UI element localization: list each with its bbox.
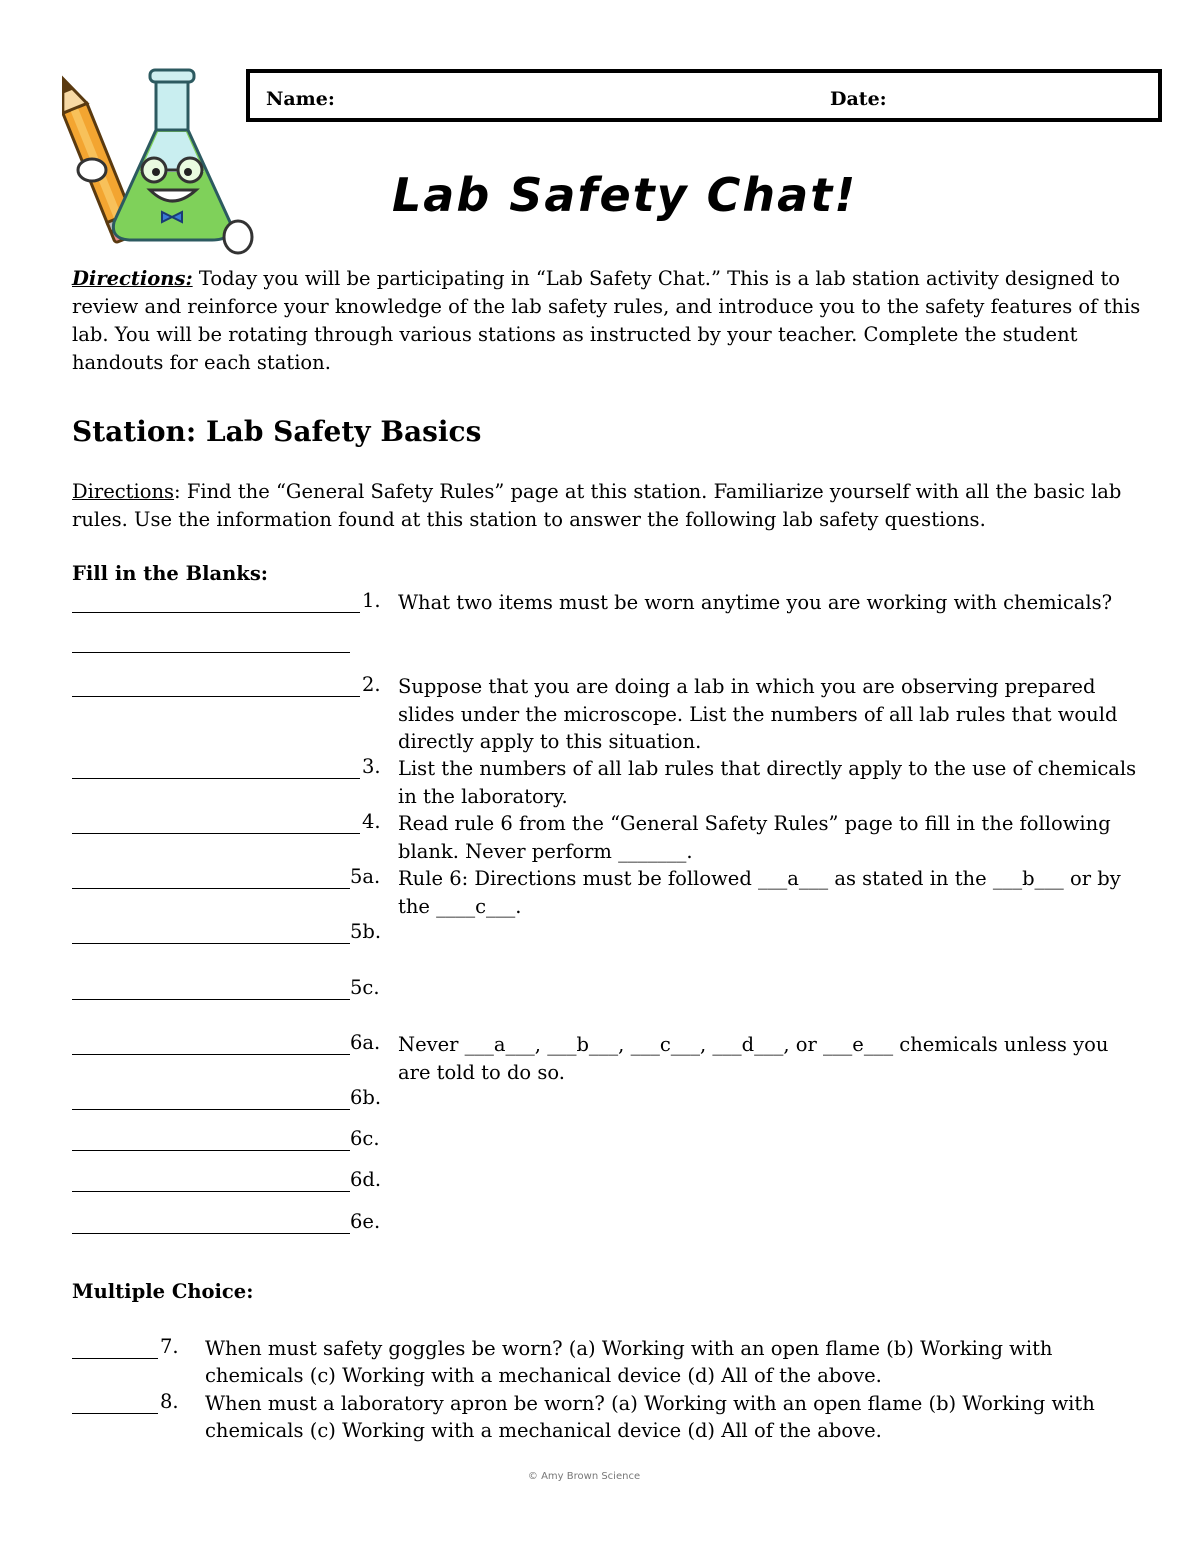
question-number: 6d. [350, 1168, 382, 1191]
answer-blank-5c[interactable] [72, 999, 350, 1000]
date-field-label[interactable]: Date: [830, 88, 887, 110]
intro-directions-text: Today you will be participating in “Lab Safety Chat.” This is a lab station activity designed to review and reinforce your knowledge of the lab safety rules, and introduce you to the safety features of this lab. You will be rotating through various stations as instructed by your teacher. Complete the student handouts for each station. [72, 267, 1141, 374]
question-number: 6b. [350, 1086, 382, 1109]
name-date-box [246, 69, 1162, 122]
answer-blank-5b[interactable] [72, 943, 350, 944]
station-title: Station: Lab Safety Basics [72, 415, 482, 448]
question-text-1: What two items must be worn anytime you are working with chemicals? [398, 591, 1113, 614]
page-title: Lab Safety Chat! [392, 168, 858, 222]
question-text-2: Suppose that you are doing a lab in which you are observing prepared slides under the microscope. List the numbers of all lab rules that would directly apply to this situation. [398, 675, 1118, 753]
question-number: 4. [362, 810, 381, 833]
answer-blank-1[interactable] [72, 612, 360, 613]
answer-blank-2[interactable] [72, 696, 360, 697]
intro-directions [72, 265, 1142, 377]
question-number: 2. [362, 673, 381, 696]
answer-blank-6a[interactable] [72, 1054, 350, 1055]
answer-blank-3[interactable] [72, 778, 360, 779]
mc-question-8: When must a laboratory apron be worn? (a) Working with an open flame (b) Working with chemicals (c) Working with a mechanical device (d) All of the above. [205, 1392, 1095, 1442]
question-number: 7. [160, 1335, 179, 1358]
question-text-5a: Rule 6: Directions must be followed ___a___ as stated in the ___b___ or by the ____c___. [398, 867, 1121, 918]
answer-blank-1b[interactable] [72, 652, 350, 653]
question-number: 6e. [350, 1210, 381, 1233]
mc-question-7: When must safety goggles be worn? (a) Working with an open flame (b) Working with chemicals (c) Working with a mechanical device (d) All of the above. [205, 1337, 1053, 1387]
question-number: 5a. [350, 865, 381, 888]
multiple-choice-heading: Multiple Choice: [72, 1280, 254, 1303]
fill-in-heading: Fill in the Blanks: [72, 562, 268, 585]
mc-answer-blank-7[interactable] [72, 1358, 158, 1359]
name-field-label[interactable]: Name: [266, 88, 335, 110]
answer-blank-6e[interactable] [72, 1233, 350, 1234]
question-number: 3. [362, 755, 381, 778]
answer-blank-6b[interactable] [72, 1109, 350, 1110]
question-number: 6a. [350, 1031, 381, 1054]
question-text-6a: Never ___a___, ___b___, ___c___, ___d___, or ___e___ chemicals unless you are told to do so. [398, 1033, 1109, 1084]
question-number: 5b. [350, 920, 382, 943]
question-number: 6c. [350, 1127, 380, 1150]
answer-blank-6c[interactable] [72, 1150, 350, 1151]
station-directions-text: : Find the “General Safety Rules” page at this station. Familiarize yourself with all the basic lab rules. Use the information found at this station to answer the following lab safety questions. [72, 480, 1122, 531]
question-number: 5c. [350, 976, 380, 999]
question-number: 1. [362, 589, 381, 612]
mc-answer-blank-8[interactable] [72, 1413, 158, 1414]
flask-mascot-icon [62, 62, 262, 262]
question-number: 8. [160, 1390, 179, 1413]
answer-blank-6d[interactable] [72, 1191, 350, 1192]
intro-directions-label: Directions: [72, 267, 193, 290]
answer-blank-5a[interactable] [72, 888, 350, 889]
question-text-3: List the numbers of all lab rules that directly apply to the use of chemicals in the laboratory. [398, 757, 1137, 808]
station-directions-label: Directions [72, 480, 175, 503]
question-text-4: Read rule 6 from the “General Safety Rules” page to fill in the following blank. Never perform _______. [398, 812, 1111, 863]
copyright-footer: © Amy Brown Science [527, 1471, 641, 1482]
answer-blank-4[interactable] [72, 833, 360, 834]
station-directions [72, 478, 1142, 534]
